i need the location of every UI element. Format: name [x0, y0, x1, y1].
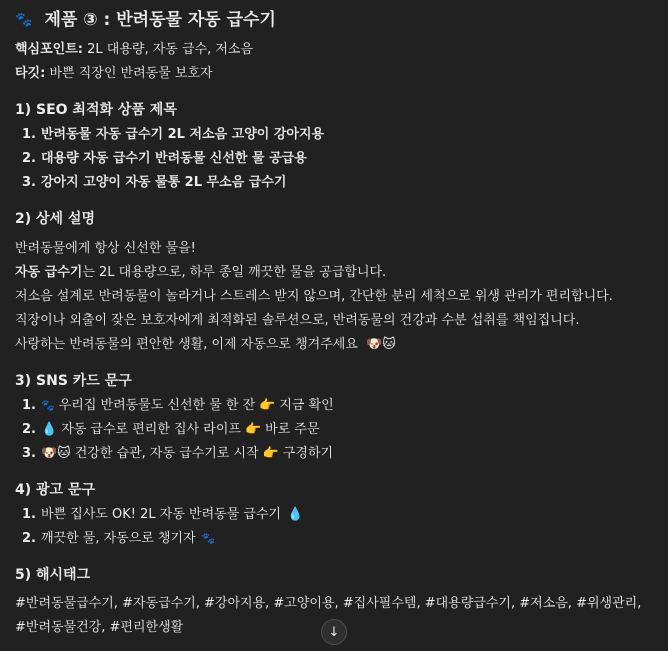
description-line-2-text: 는 2L 대용량으로, 하루 종일 깨끗한 물을 공급합니다. [82, 265, 387, 280]
sns-text-1: 우리집 반려동물도 신선한 물 한 잔 [58, 398, 256, 413]
sns-heading: 3) SNS 카드 문구 [15, 373, 132, 389]
ad-list [15, 503, 654, 551]
list-number: 3. [22, 175, 36, 190]
pointing-hand-icon: 👉 [244, 422, 262, 437]
seo-title-2: 대용량 자동 급수기 반려동물 신선한 물 공급용 [41, 151, 307, 166]
description-line-4: 직장이나 외출이 잦은 보호자에게 최적화된 솔루션으로, 반려동물의 건강과 수분 섭취를 책임집니다. [15, 313, 580, 328]
ad-heading: 4) 광고 문구 [15, 482, 95, 498]
description-heading: 2) 상세 설명 [15, 211, 95, 227]
page-title [15, 6, 654, 34]
description-body [15, 237, 654, 357]
dog-cat-icon: 🐶🐱 [366, 337, 396, 352]
list-item [22, 527, 654, 551]
target-label: 타깃: [15, 66, 46, 81]
paw-icon: 🐾 [201, 532, 214, 545]
ad-text-2: 깨끗한 물, 자동으로 챙기자 [41, 531, 196, 546]
core-point-line [15, 38, 654, 62]
list-item [22, 147, 654, 171]
list-number: 3. [22, 446, 36, 461]
list-item [22, 171, 654, 195]
arrow-down-icon: ↓ [328, 624, 340, 640]
list-item [22, 442, 654, 466]
ad-text-1: 바쁜 집사도 OK! 2L 자동 반려동물 급수기 [41, 507, 282, 522]
paw-icon: 🐾 [41, 399, 53, 412]
list-number: 2. [22, 531, 36, 546]
page-title-text: 제품 ③ : 반려동물 자동 급수기 [44, 10, 276, 30]
droplet-icon: 💧 [41, 422, 58, 437]
sns-text-3: 건강한 습관, 자동 급수기로 시작 [74, 446, 259, 461]
sns-tail-3: 구경하기 [282, 446, 334, 461]
description-line-5-text: 사랑하는 반려동물의 편안한 생활, 이제 자동으로 챙겨주세요 [15, 337, 358, 352]
core-point-label: 핵심포인트: [15, 42, 83, 57]
hashtag-line-2: #반려동물건강, #편리한생활 [15, 620, 184, 635]
paw-icon: 🐾 [15, 12, 31, 28]
sns-tail-1: 지금 확인 [279, 398, 334, 413]
description-line-2 [15, 261, 654, 285]
list-number: 1. [22, 127, 36, 142]
list-item [22, 123, 654, 147]
target-value: 바쁜 직장인 반려동물 보호자 [45, 66, 213, 81]
hashtag-line-1: #반려동물급수기, #자동급수기, #강아지용, #고양이용, #집사필수템, #대용량급수기, #저소음, #위생관리, [15, 596, 642, 611]
description-line-5 [15, 333, 654, 357]
scroll-to-bottom-button[interactable] [321, 619, 347, 645]
description-line-3: 저소음 설계로 반려동물이 놀라거나 스트레스 받지 않으며, 간단한 분리 세척으로 위생 관리가 편리합니다. [15, 289, 613, 304]
hashtag-heading: 5) 해시태그 [15, 567, 91, 583]
list-item [22, 394, 654, 418]
list-number: 2. [22, 422, 36, 437]
pointing-hand-icon: 👉 [259, 398, 276, 413]
list-item [22, 503, 654, 527]
droplet-icon: 💧 [287, 507, 304, 522]
seo-heading: 1) SEO 최적화 상품 제목 [15, 102, 177, 118]
target-line [15, 62, 654, 86]
sns-tail-2: 바로 주문 [265, 422, 320, 437]
pointing-hand-icon: 👉 [262, 446, 279, 461]
dog-cat-icon: 🐶🐱 [41, 446, 71, 461]
description-bold: 자동 급수기 [15, 265, 83, 280]
list-number: 1. [22, 398, 36, 413]
list-number: 2. [22, 151, 36, 166]
sns-list [15, 394, 654, 466]
list-number: 1. [22, 507, 36, 522]
core-point-value: 2L 대용량, 자동 급수, 저소음 [83, 42, 254, 57]
sns-text-2: 자동 급수로 편리한 집사 라이프 [61, 422, 241, 437]
seo-list [15, 123, 654, 195]
seo-title-3: 강아지 고양이 자동 물통 2L 무소음 급수기 [41, 175, 287, 190]
description-line-1: 반려동물에게 항상 신선한 물을! [15, 241, 196, 256]
list-item [22, 418, 654, 442]
seo-title-1: 반려동물 자동 급수기 2L 저소음 고양이 강아지용 [41, 127, 325, 142]
